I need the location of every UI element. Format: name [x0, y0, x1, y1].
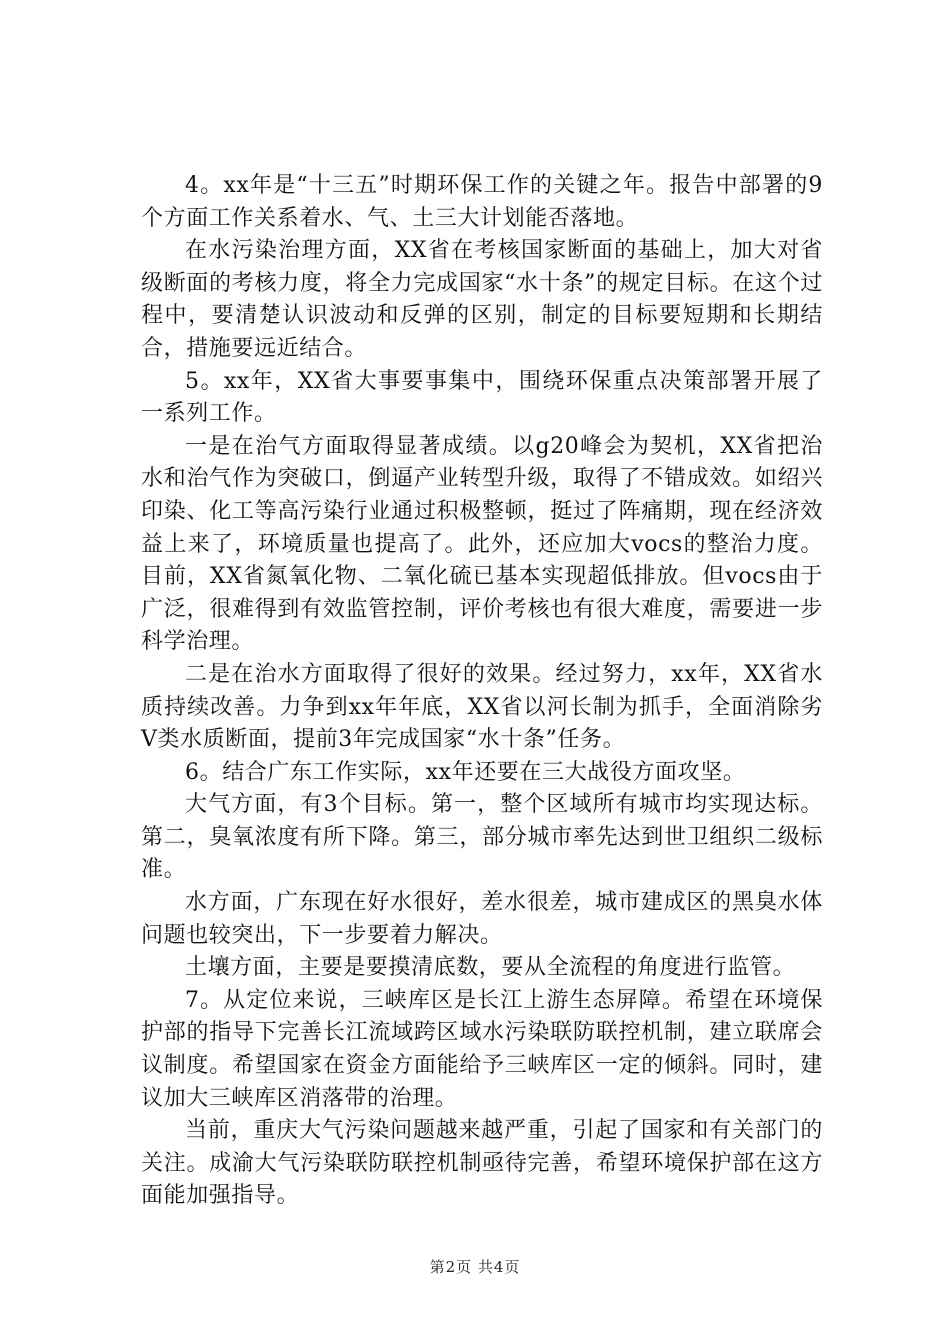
paragraph-11: 当前，重庆大气污染问题越来越严重，引起了国家和有关部门的关注。成渝大气污染联防联控机制亟待完善，希望环境保护部在这方面能加强指导。: [141, 1118, 823, 1209]
paragraph-3: 5。xx年，XX省大事要事集中，围绕环保重点决策部署开展了一系列工作。: [141, 368, 823, 427]
paragraph-6: 6。结合广东工作实际，xx年还要在三大战役方面攻坚。: [185, 759, 746, 785]
paragraph-10: 7。从定位来说，三峡库区是长江上游生态屏障。希望在环境保护部的指导下完善长江流域跨区域水污染联防联控机制，建立联席会议制度。希望国家在资金方面能给予三峡库区一定的倾斜。同时，建议加大三峡库区消落带的治理。: [141, 987, 823, 1111]
paragraph-4: 一是在治气方面取得显著成绩。以g20峰会为契机，XX省把治水和治气作为突破口，倒逼产业转型升级，取得了不错成效。如绍兴印染、化工等高污染行业通过积极整顿，挺过了阵痛期，现在经济效益上来了，环境质量也提高了。此外，还应加大vocs的整治力度。目前，XX省氮氧化物、二氧化硫已基本实现超低排放。但vocs由于广泛，很难得到有效监管控制，评价考核也有很大难度，需要进一步科学治理。: [141, 433, 823, 655]
paragraph-2: 在水污染治理方面，XX省在考核国家断面的基础上，加大对省级断面的考核力度，将全力完成国家“水十条”的规定目标。在这个过程中，要清楚认识波动和反弹的区别，制定的目标要短期和长期结合，措施要远近结合。: [141, 238, 823, 361]
page-number-footer: 第2页 共4页: [429, 1258, 521, 1276]
paragraph-7: 大气方面，有3个目标。第一，整个区域所有城市均实现达标。第二，臭氧浓度有所下降。第三，部分城市率先达到世卫组织二级标准。: [141, 792, 823, 883]
paragraph-1: 4。xx年是“十三五”时期环保工作的关键之年。报告中部署的9个方面工作关系着水、气、土三大计划能否落地。: [141, 173, 823, 231]
paragraph-9: 土壤方面，主要是要摸清底数，要从全流程的角度进行监管。: [185, 955, 796, 981]
paragraph-8: 水方面，广东现在好水很好，差水很差，城市建成区的黑臭水体问题也较突出，下一步要着力解决。: [141, 890, 823, 948]
document-body: [141, 170, 823, 1213]
paragraph-5: 二是在治水方面取得了很好的效果。经过努力，xx年，XX省水质持续改善。力争到xx年年底，XX省以河长制为抓手，全面消除劣Ⅴ类水质断面，提前3年完成国家“水十条”任务。: [141, 661, 823, 753]
